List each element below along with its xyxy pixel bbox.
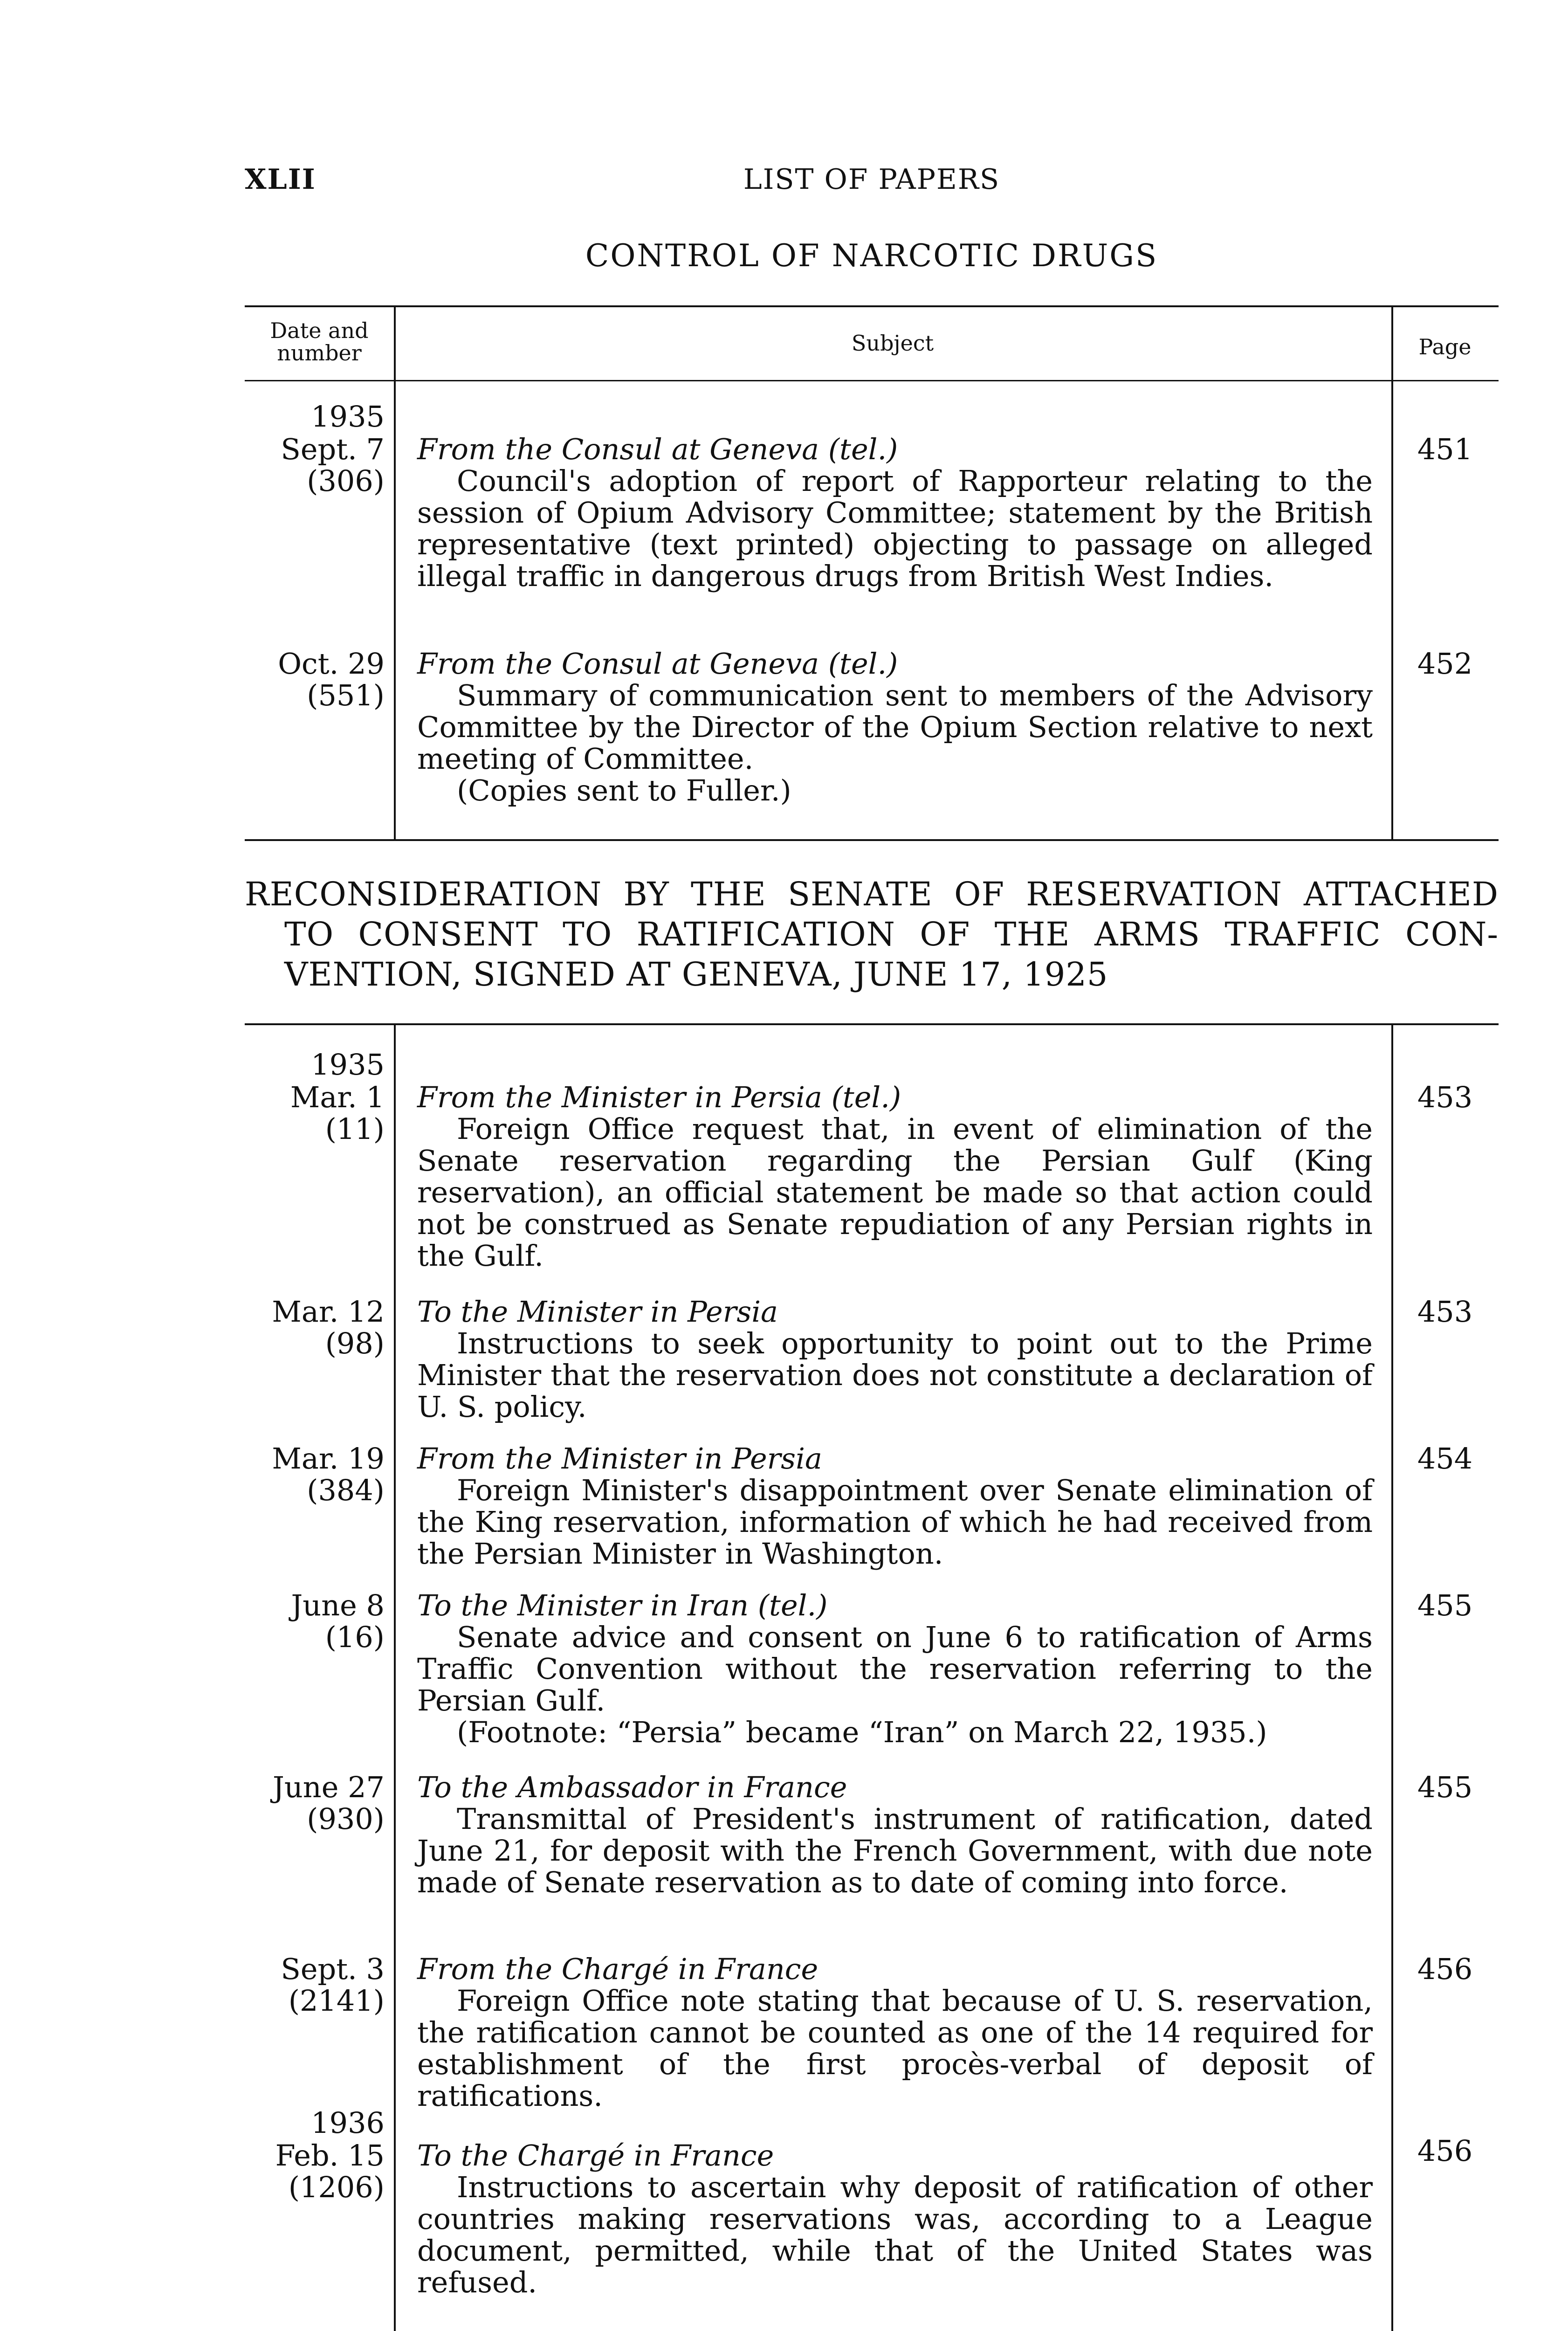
running-header [245, 163, 1499, 205]
year-label: 1936 [311, 2106, 385, 2140]
entry-page-number: 454 [1417, 1441, 1473, 1476]
entry-date [245, 1296, 385, 1359]
column-header-subject: Subject [851, 331, 934, 356]
entry-from: From the Minister in Persia [417, 1441, 822, 1476]
table-top-rule [245, 305, 1499, 307]
entry-date [245, 1772, 385, 1835]
entry-from: From the Consul at Geneva (tel.) [417, 647, 898, 681]
section-title-arms-traffic [245, 874, 1499, 994]
table-bottom-rule [245, 839, 1499, 841]
entry-number: (306) [307, 464, 385, 498]
entry-date-text: Mar. 12 [272, 1295, 385, 1329]
entry-page-number: 451 [1417, 432, 1473, 466]
running-title: LIST OF PAPERS [743, 163, 1000, 196]
entry-date [245, 1443, 385, 1506]
entry-date [245, 648, 385, 711]
entry-description: Council's adoption of report of Rapporteur relating to the session of Opium Advisory Committee; statement by the British representative (text printed) objecting to passage on alleged illegal traffic in dangerous drugs from British West Indies. [417, 464, 1373, 593]
entry-number: (930) [307, 1802, 385, 1836]
entry-from: From the Consul at Geneva (tel.) [417, 432, 898, 466]
entry-page-number: 456 [1417, 2134, 1473, 2168]
entry-page-number: 455 [1417, 1770, 1473, 1804]
entry-date [245, 1953, 385, 2017]
entry-date [245, 2140, 385, 2203]
entry-number: (551) [307, 678, 385, 712]
entry-page-number: 453 [1417, 1295, 1473, 1329]
entry-description: Instructions to seek opportunity to point out to the Prime Minister that the reservation does not constitute a declaration of U. S. policy. [417, 1326, 1373, 1424]
entry-page-number: 453 [1417, 1080, 1473, 1114]
entry-from: To the Chargé in France [417, 2138, 774, 2172]
entry-date-text: Feb. 15 [275, 2138, 385, 2172]
section-title-narcotic-drugs: CONTROL OF NARCOTIC DRUGS [585, 238, 1158, 274]
entry-number: (2141) [288, 1984, 385, 2018]
column-header-date-line2: number [277, 340, 362, 366]
entry-description: Foreign Minister's disappointment over Senate elimination of the King reservation, information of which he had received from the Persian Minister in Washington. [417, 1473, 1373, 1571]
entry-description: Summary of communication sent to members of the Advisory Committee by the Director of the Opium Section relative to next meeting of Committee. [417, 678, 1373, 776]
entry-from: To the Minister in Persia [417, 1295, 778, 1329]
entry-number: (1206) [288, 2170, 385, 2204]
entry-number: (384) [307, 1473, 385, 1507]
entry-number: (11) [325, 1112, 385, 1146]
entry-date-text: June 8 [291, 1588, 385, 1622]
table-header-rule [245, 380, 1499, 381]
entry-description: Senate advice and consent on June 6 to ratification of Arms Traffic Convention without the reservation referring to the Persian Gulf. [417, 1620, 1373, 1717]
column-header-date-line1: Date and [270, 318, 369, 343]
entry-from: From the Minister in Persia (tel.) [417, 1080, 901, 1114]
entry-date-text: Sept. 3 [281, 1952, 385, 1986]
entry-date [245, 1590, 385, 1653]
entry-description: Instructions to ascertain why deposit of ratification of other countries making reservations was, according to a League document, permitted, while that of the United States was refused. [417, 2170, 1373, 2299]
entry-from: To the Ambassador in France [417, 1770, 847, 1804]
entry-date-text: June 27 [272, 1770, 385, 1804]
entry-date-text: Oct. 29 [278, 647, 385, 681]
entry-description: Transmittal of President's instrument of ratification, dated June 21, for deposit with the French Government, with due note made of Senate reservation as to date of coming into force. [417, 1802, 1373, 1899]
entry-page-number: 452 [1417, 647, 1473, 681]
column-header-page: Page [1418, 334, 1472, 359]
entry-date-text: Sept. 7 [281, 432, 385, 466]
entry-page-number: 456 [1417, 1952, 1473, 1986]
column-header-date [245, 319, 394, 364]
entry-from: To the Minister in Iran (tel.) [417, 1588, 828, 1622]
section-title-line3: VENTION, SIGNED AT GENEVA, JUNE 17, 1925 [284, 955, 1108, 993]
entry-date [245, 1082, 385, 1145]
entry-note: (Footnote: “Persia” became “Iran” on March 22, 1935.) [457, 1715, 1267, 1749]
table2-divider-date [394, 1023, 396, 2331]
section-title-line2: TO CONSENT TO RATIFICATION OF THE ARMS TRAFFIC CON- [284, 915, 1499, 953]
entry-date-text: Mar. 1 [290, 1080, 385, 1114]
entry-number: (16) [325, 1620, 385, 1654]
year-label: 1935 [311, 400, 385, 434]
entry-description: Foreign Office note stating that because of U. S. reservation, the ratification cannot be counted as one of the 14 required for establishment of the first procès-verbal of deposit of ratifications. [417, 1984, 1373, 2113]
table2-top-rule [245, 1023, 1499, 1025]
entry-date [245, 434, 385, 497]
entry-number: (98) [325, 1326, 385, 1360]
year-label: 1935 [311, 1048, 385, 1082]
page-folio: XLII [245, 163, 316, 196]
entry-note: (Copies sent to Fuller.) [457, 773, 791, 807]
section-title-line1: RECONSIDERATION BY THE SENATE OF RESERVATION ATTACHED [245, 875, 1499, 913]
column-divider-date [394, 305, 396, 839]
entry-description: Foreign Office request that, in event of elimination of the Senate reservation regarding the Persian Gulf (King reservation), an official statement be made so that action could not be construed as Senate repudiation of any Persian rights in the Gulf. [417, 1112, 1373, 1273]
entry-date-text: Mar. 19 [272, 1441, 385, 1476]
entry-page-number: 455 [1417, 1588, 1473, 1622]
entry-from: From the Chargé in France [417, 1952, 818, 1986]
